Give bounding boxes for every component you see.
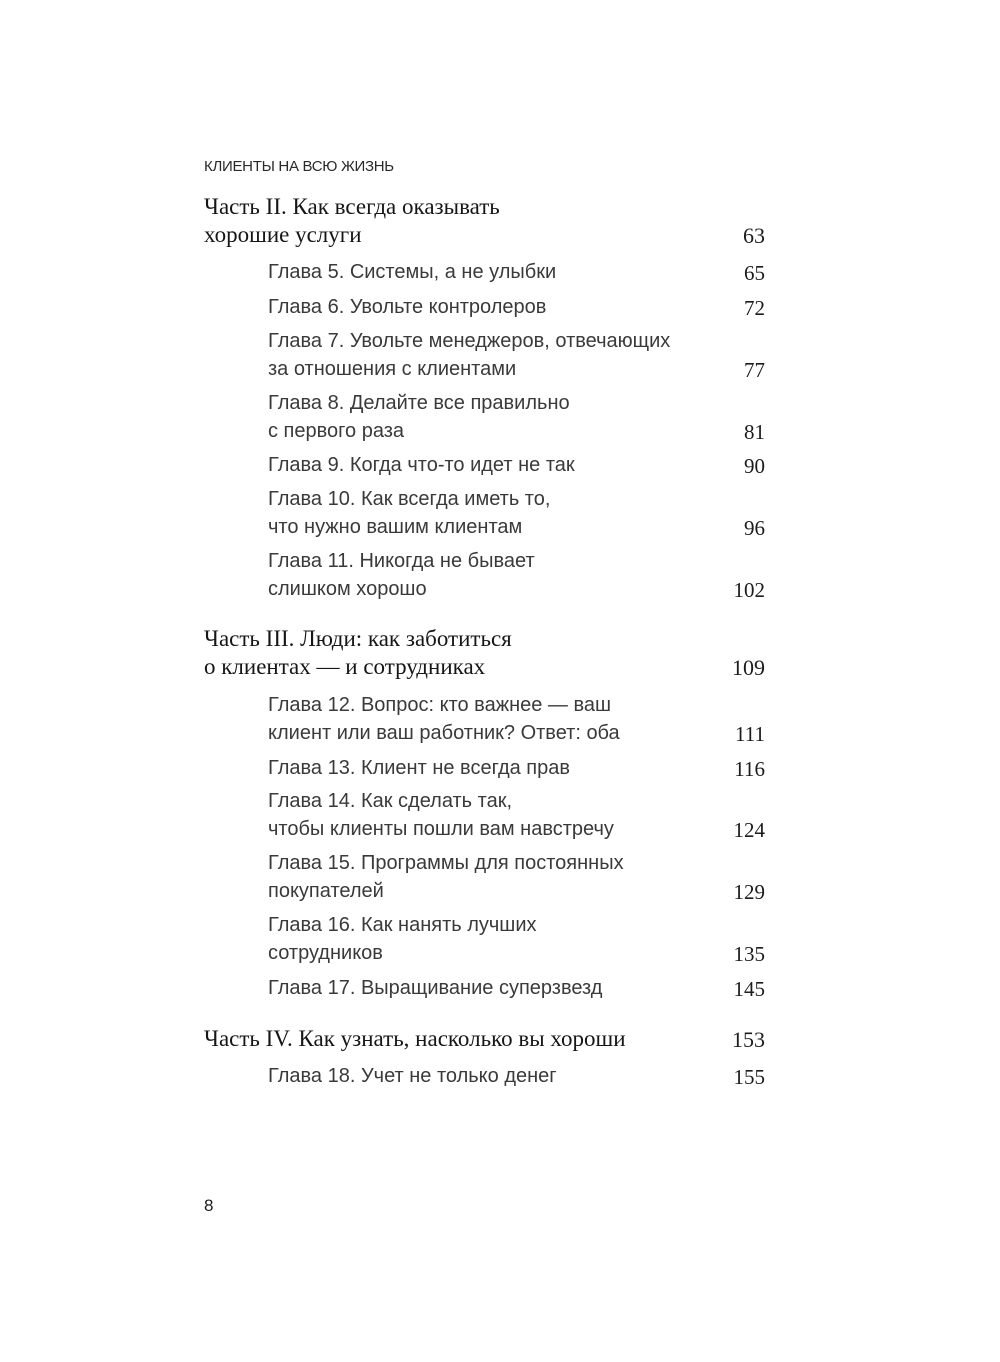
chapter-page-number: 124	[733, 818, 765, 842]
chapter-title-line: Глава 7. Увольте менеджеров, отвечающих	[268, 330, 671, 352]
chapter-page-number: 111	[735, 722, 765, 746]
running-header: КЛИЕНТЫ НА ВСЮ ЖИЗНЬ	[204, 158, 394, 175]
chapter-title-line: чтобы клиенты пошли вам навстречу	[268, 818, 614, 840]
page-number: 8	[204, 1196, 214, 1215]
chapter-page-number: 145	[733, 977, 765, 1001]
chapter-title-line: Глава 5. Системы, а не улыбки	[268, 261, 557, 283]
chapter-title-line: покупателей	[268, 880, 384, 902]
chapter-title-line: Глава 6. Увольте контролеров	[268, 296, 547, 318]
chapter-title-line: что нужно вашим клиентам	[268, 516, 523, 538]
chapter-title-line: Глава 10. Как всегда иметь то,	[268, 488, 551, 510]
chapter-title-line: с первого раза	[268, 420, 405, 442]
chapter-page-number: 72	[744, 296, 765, 320]
chapter-page-number: 65	[744, 261, 765, 285]
chapter-title-line: Глава 14. Как сделать так,	[268, 790, 513, 812]
chapter-title-line: Глава 13. Клиент не всегда прав	[268, 757, 571, 779]
chapter-title-line: Глава 9. Когда что-то идет не так	[268, 454, 575, 476]
part-page-number: 153	[732, 1027, 765, 1052]
part-title-line: Часть II. Как всегда оказывать	[204, 194, 500, 219]
chapter-page-number: 129	[733, 880, 765, 904]
chapter-page-number: 81	[744, 420, 765, 444]
chapter-page-number: 77	[744, 358, 765, 382]
chapter-title-line: слишком хорошо	[268, 578, 427, 600]
chapter-page-number: 102	[733, 578, 765, 602]
chapter-title-line: Глава 8. Делайте все правильно	[268, 392, 570, 414]
part-title-line: Часть III. Люди: как заботиться	[204, 626, 512, 651]
chapter-page-number: 135	[733, 942, 765, 966]
chapter-title-line: клиент или ваш работник? Ответ: оба	[268, 722, 620, 744]
chapter-title-line: Глава 11. Никогда не бывает	[268, 550, 535, 572]
part-title-line: о клиентах — и сотрудниках	[204, 654, 486, 679]
chapter-title-line: Глава 18. Учет не только денег	[268, 1065, 557, 1087]
chapter-page-number: 155	[733, 1065, 765, 1089]
chapter-title-line: Глава 15. Программы для постоянных	[268, 852, 624, 874]
part-page-number: 109	[732, 655, 765, 680]
chapter-title-line: сотрудников	[268, 942, 383, 964]
chapter-page-number: 116	[734, 757, 765, 781]
chapter-title-line: Глава 16. Как нанять лучших	[268, 914, 537, 936]
chapter-page-number: 90	[744, 454, 765, 478]
part-title-line: хорошие услуги	[204, 222, 362, 247]
chapter-title-line: Глава 12. Вопрос: кто важнее — ваш	[268, 694, 612, 716]
part-page-number: 63	[743, 223, 765, 248]
chapter-page-number: 96	[744, 516, 765, 540]
chapter-title-line: Глава 17. Выращивание суперзвезд	[268, 977, 603, 999]
part-title-line: Часть IV. Как узнать, насколько вы хороши	[204, 1026, 626, 1051]
chapter-title-line: за отношения с клиентами	[268, 358, 517, 380]
